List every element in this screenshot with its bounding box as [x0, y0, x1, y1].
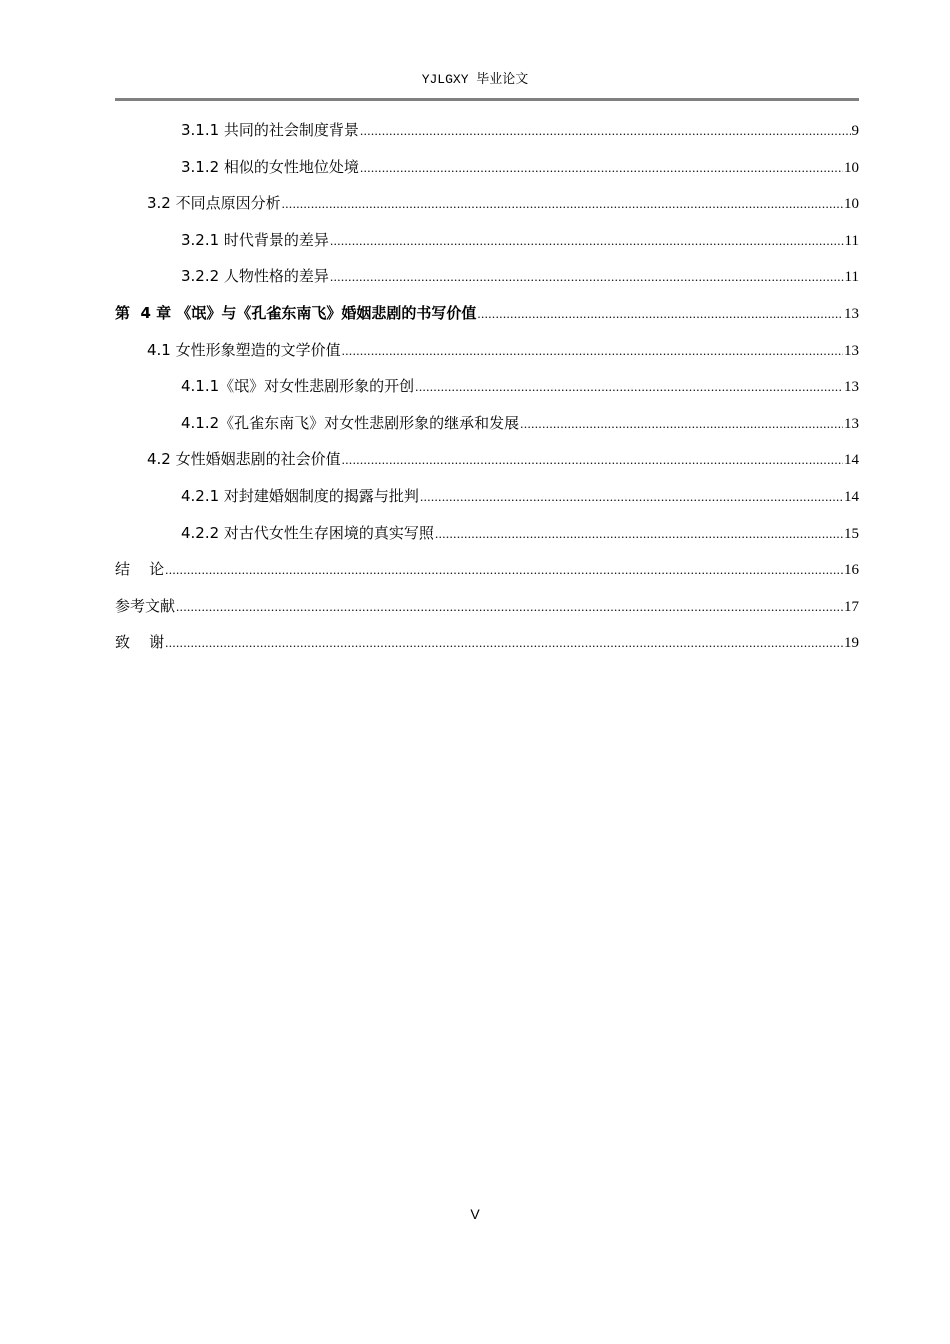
toc-entry-page: 14: [844, 488, 859, 505]
toc-entry-page: 10: [844, 196, 859, 213]
toc-entry[interactable]: [115, 264, 859, 301]
toc-dot-leader: [330, 265, 844, 289]
toc-entry-label: 3.1.2 相似的女性地位处境: [181, 157, 359, 176]
toc-entry[interactable]: [115, 411, 859, 448]
toc-entry-label: 4.2.2 对古代女性生存困境的真实写照: [181, 523, 434, 542]
toc-dot-leader: [165, 631, 843, 655]
toc-dot-leader: [435, 522, 843, 546]
toc-entry-label: 致 谢: [115, 633, 165, 652]
toc-dot-leader: [165, 558, 843, 582]
toc-dot-leader: [360, 156, 843, 180]
toc-entry-page: 16: [844, 562, 859, 579]
toc-dot-leader: [360, 119, 851, 143]
toc-entry[interactable]: [115, 301, 859, 338]
toc-entry-label: 结 论: [115, 560, 165, 579]
toc-entry-page: 9: [851, 123, 859, 139]
toc-entry-label: 4.2.1 对封建婚姻制度的揭露与批判: [181, 486, 419, 505]
toc-entry[interactable]: [115, 338, 859, 375]
toc-entry[interactable]: [115, 594, 859, 631]
toc-entry-label: 参考文献: [115, 596, 176, 615]
toc-entry-label: 3.2 不同点原因分析: [147, 194, 281, 213]
toc-entry[interactable]: [115, 374, 859, 411]
toc-dot-leader: [330, 229, 844, 253]
toc-dot-leader: [477, 302, 843, 326]
toc-entry[interactable]: [115, 630, 859, 670]
toc-entry-page: 10: [844, 159, 859, 176]
toc-entry[interactable]: [115, 484, 859, 521]
toc-entry-label: 4.1.2《孔雀东南飞》对女性悲剧形象的继承和发展: [181, 413, 520, 432]
toc-dot-leader: [420, 485, 843, 509]
header-divider: [115, 98, 859, 101]
toc-entry[interactable]: [115, 118, 859, 155]
toc-entry[interactable]: [115, 521, 859, 558]
table-of-contents: [115, 118, 859, 670]
toc-dot-leader: [520, 412, 843, 436]
toc-dot-leader: [342, 448, 843, 472]
toc-entry-label: 4.2 女性婚姻悲剧的社会价值: [147, 450, 341, 469]
toc-entry-label: 第 4 章 《氓》与《孔雀东南飞》婚姻悲剧的书写价值: [115, 303, 477, 322]
toc-entry-page: 11: [844, 269, 859, 286]
page-number: V: [470, 1206, 480, 1222]
toc-entry-label: 4.1 女性形象塑造的文学价值: [147, 340, 341, 359]
toc-dot-leader: [342, 339, 843, 363]
toc-dot-leader: [415, 375, 843, 399]
toc-entry-page: 14: [844, 452, 859, 469]
toc-entry[interactable]: [115, 191, 859, 228]
toc-entry-label: 3.1.1 共同的社会制度背景: [181, 121, 359, 139]
toc-entry[interactable]: [115, 155, 859, 192]
toc-entry-page: 13: [844, 342, 859, 359]
toc-entry[interactable]: [115, 557, 859, 594]
toc-dot-leader: [176, 595, 843, 619]
toc-entry-page: 17: [844, 598, 859, 615]
toc-entry-page: 13: [844, 305, 859, 322]
page-header: YJLGXY 毕业论文: [421, 72, 529, 87]
toc-entry-label: 4.1.1《氓》对女性悲剧形象的开创: [181, 377, 415, 396]
toc-entry-page: 11: [844, 232, 859, 249]
toc-dot-leader: [282, 192, 843, 216]
toc-entry-label: 3.2.2 人物性格的差异: [181, 267, 329, 286]
toc-entry-page: 15: [844, 525, 859, 542]
toc-entry[interactable]: [115, 447, 859, 484]
toc-entry-page: 13: [844, 379, 859, 396]
toc-entry-page: 13: [844, 415, 859, 432]
toc-entry-label: 3.2.1 时代背景的差异: [181, 230, 329, 249]
toc-entry-page: 19: [844, 635, 859, 652]
toc-entry[interactable]: [115, 228, 859, 265]
